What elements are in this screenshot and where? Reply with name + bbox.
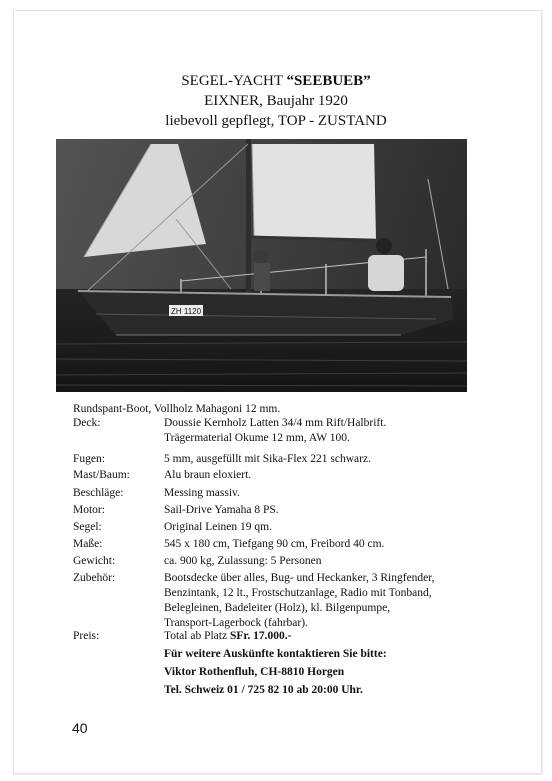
spec-value: 5 mm, ausgefüllt mit Sika-Flex 221 schwarz. <box>164 453 371 465</box>
spec-label: Motor: <box>73 504 105 516</box>
hull-marking: ZH 1120 <box>170 307 202 316</box>
spec-value: 545 x 180 cm, Tiefgang 90 cm, Freibord 40 cm. <box>164 538 385 550</box>
spec-value: Original Leinen 19 qm. <box>164 521 272 533</box>
price-value <box>164 629 292 643</box>
yacht-photo <box>56 139 467 392</box>
spec-label: Maße: <box>73 538 103 550</box>
spec-label: Fugen: <box>73 453 105 465</box>
hull-description: Rundspant-Boot, Vollholz Mahagoni 12 mm. <box>73 403 281 415</box>
spec-label: Gewicht: <box>73 555 116 567</box>
spec-value: Messing massiv. <box>164 487 240 499</box>
spec-label: Zubehör: <box>73 572 116 584</box>
spec-value: Benzintank, 12 lt., Frostschutzanlage, Radio mit Tonband, <box>164 587 432 599</box>
title-line-3: liebevoll gepflegt, TOP - ZUSTAND <box>165 113 387 129</box>
title-line-2: EIXNER, Baujahr 1920 <box>204 93 348 109</box>
spec-value: Belegleinen, Badeleiter (Holz), kl. Bilgenpumpe, <box>164 602 391 614</box>
title-prefix: SEGEL-YACHT <box>181 73 287 89</box>
spec-value: Alu braun eloxiert. <box>164 469 252 481</box>
spec-label: Segel: <box>73 521 102 533</box>
spec-value: ca. 900 kg, Zulassung: 5 Personen <box>164 555 322 567</box>
spec-label: Mast/Baum: <box>73 469 130 481</box>
price-text: Total ab Platz <box>164 630 230 642</box>
spec-value: Sail-Drive Yamaha 8 PS. <box>164 504 279 516</box>
spec-value: Trägermaterial Okume 12 mm, AW 100. <box>164 432 350 444</box>
price-label: Preis: <box>73 630 100 642</box>
page-number: 40 <box>72 720 88 736</box>
spec-value: Bootsdecke über alles, Bug- und Heckanker, 3 Ringfender, <box>164 572 435 584</box>
spec-value: Doussie Kernholz Latten 34/4 mm Rift/Halbrift. <box>164 417 387 429</box>
yacht-name: “SEEBUEB” <box>286 73 371 89</box>
spec-label: Deck: <box>73 417 101 429</box>
spec-label: Beschläge: <box>73 487 124 499</box>
title-line-1 <box>0 72 552 91</box>
price-amount: SFr. 17.000.- <box>229 630 292 642</box>
spec-value: Transport-Lagerbock (fahrbar). <box>164 617 308 629</box>
